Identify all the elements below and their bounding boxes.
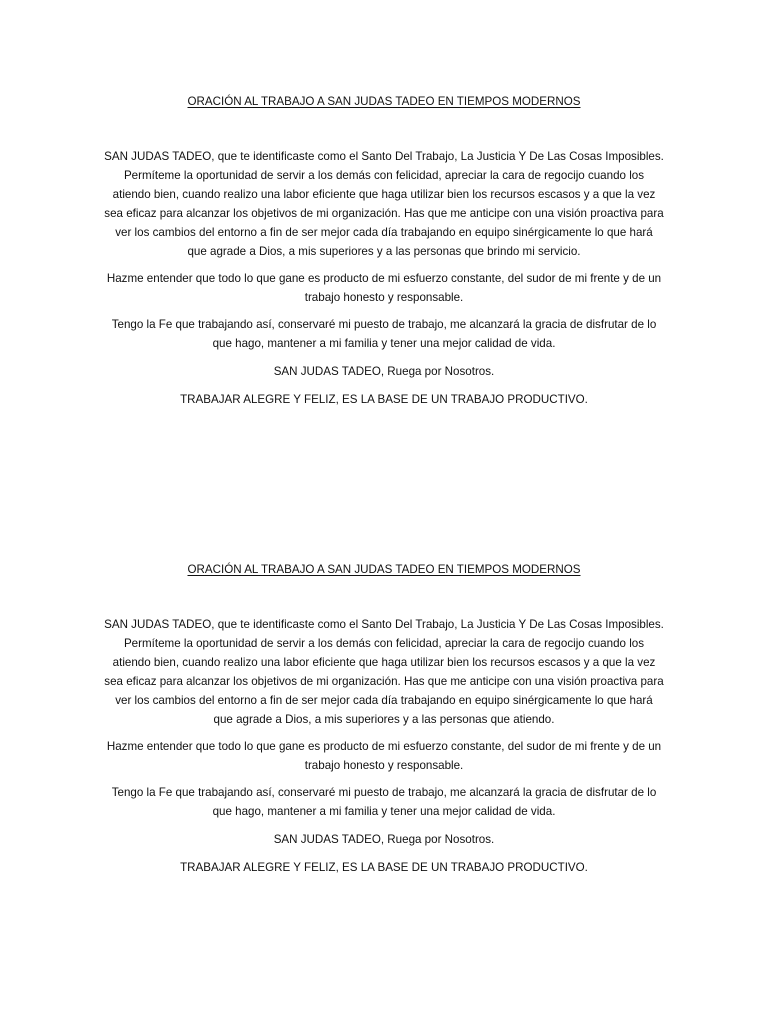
- prayer-title: ORACIÓN AL TRABAJO A SAN JUDAS TADEO EN TIEMPOS MODERNOS: [187, 563, 581, 576]
- prayer-paragraph-invocation: SAN JUDAS TADEO, que te identificaste como el Santo Del Trabajo, La Justicia Y De Las Cosas Imposibles. Permíteme la oportunidad de servir a los demás con felicidad, apreciar la cara de regocijo cuando los atiendo bien, cuando realizo una labor eficiente que haga utilizar bien los recursos escasos y a que la vez sea eficaz para alcanzar los objetivos de mi organización. Has que me anticipe con una visión proactiva para ver los cambios del entorno a fin de ser mejor cada día trabajando en equipo sinérgicamente lo que hará que agrade a Dios, a mis superiores y a las personas que atiendo.: [104, 618, 664, 726]
- prayer-paragraph-faith: Tengo la Fe que trabajando así, conservaré mi puesto de trabajo, me alcanzará la gracia de disfrutar de lo que hago, mantener a mi familia y tener una mejor calidad de vida.: [111, 786, 657, 818]
- prayer-paragraph-understanding: Hazme entender que todo lo que gane es producto de mi esfuerzo constante, del sudor de mi frente y de un trabajo honesto y responsable.: [106, 272, 662, 304]
- prayer-paragraph-invocation: SAN JUDAS TADEO, que te identificaste como el Santo Del Trabajo, La Justicia Y De Las Cosas Imposibles. Permíteme la oportunidad de servir a los demás con felicidad, apreciar la cara de regocijo cuando los atiendo bien, cuando realizo una labor eficiente que haga utilizar bien los recursos escasos y a que la vez sea eficaz para alcanzar los objetivos de mi organización. Has que me anticipe con una visión proactiva para ver los cambios del entorno a fin de ser mejor cada día trabajando en equipo sinérgicamente lo que hará que agrade a Dios, a mis superiores y a las personas que brindo mi servicio.: [104, 150, 664, 258]
- prayer-paragraph-motto: TRABAJAR ALEGRE Y FELIZ, ES LA BASE DE UN TRABAJO PRODUCTIVO.: [180, 861, 588, 874]
- prayer-title: ORACIÓN AL TRABAJO A SAN JUDAS TADEO EN TIEMPOS MODERNOS: [187, 95, 581, 108]
- prayer-paragraph-plea: SAN JUDAS TADEO, Ruega por Nosotros.: [273, 833, 495, 846]
- prayer-paragraph-faith: Tengo la Fe que trabajando así, conservaré mi puesto de trabajo, me alcanzará la gracia de disfrutar de lo que hago, mantener a mi familia y tener una mejor calidad de vida.: [111, 318, 657, 350]
- prayer-section-2: [104, 562, 664, 877]
- prayer-section-1: [104, 94, 664, 409]
- prayer-paragraph-understanding: Hazme entender que todo lo que gane es producto de mi esfuerzo constante, del sudor de mi frente y de un trabajo honesto y responsable.: [106, 740, 662, 772]
- prayer-paragraph-plea: SAN JUDAS TADEO, Ruega por Nosotros.: [273, 365, 495, 378]
- prayer-paragraph-motto: TRABAJAR ALEGRE Y FELIZ, ES LA BASE DE UN TRABAJO PRODUCTIVO.: [180, 393, 588, 406]
